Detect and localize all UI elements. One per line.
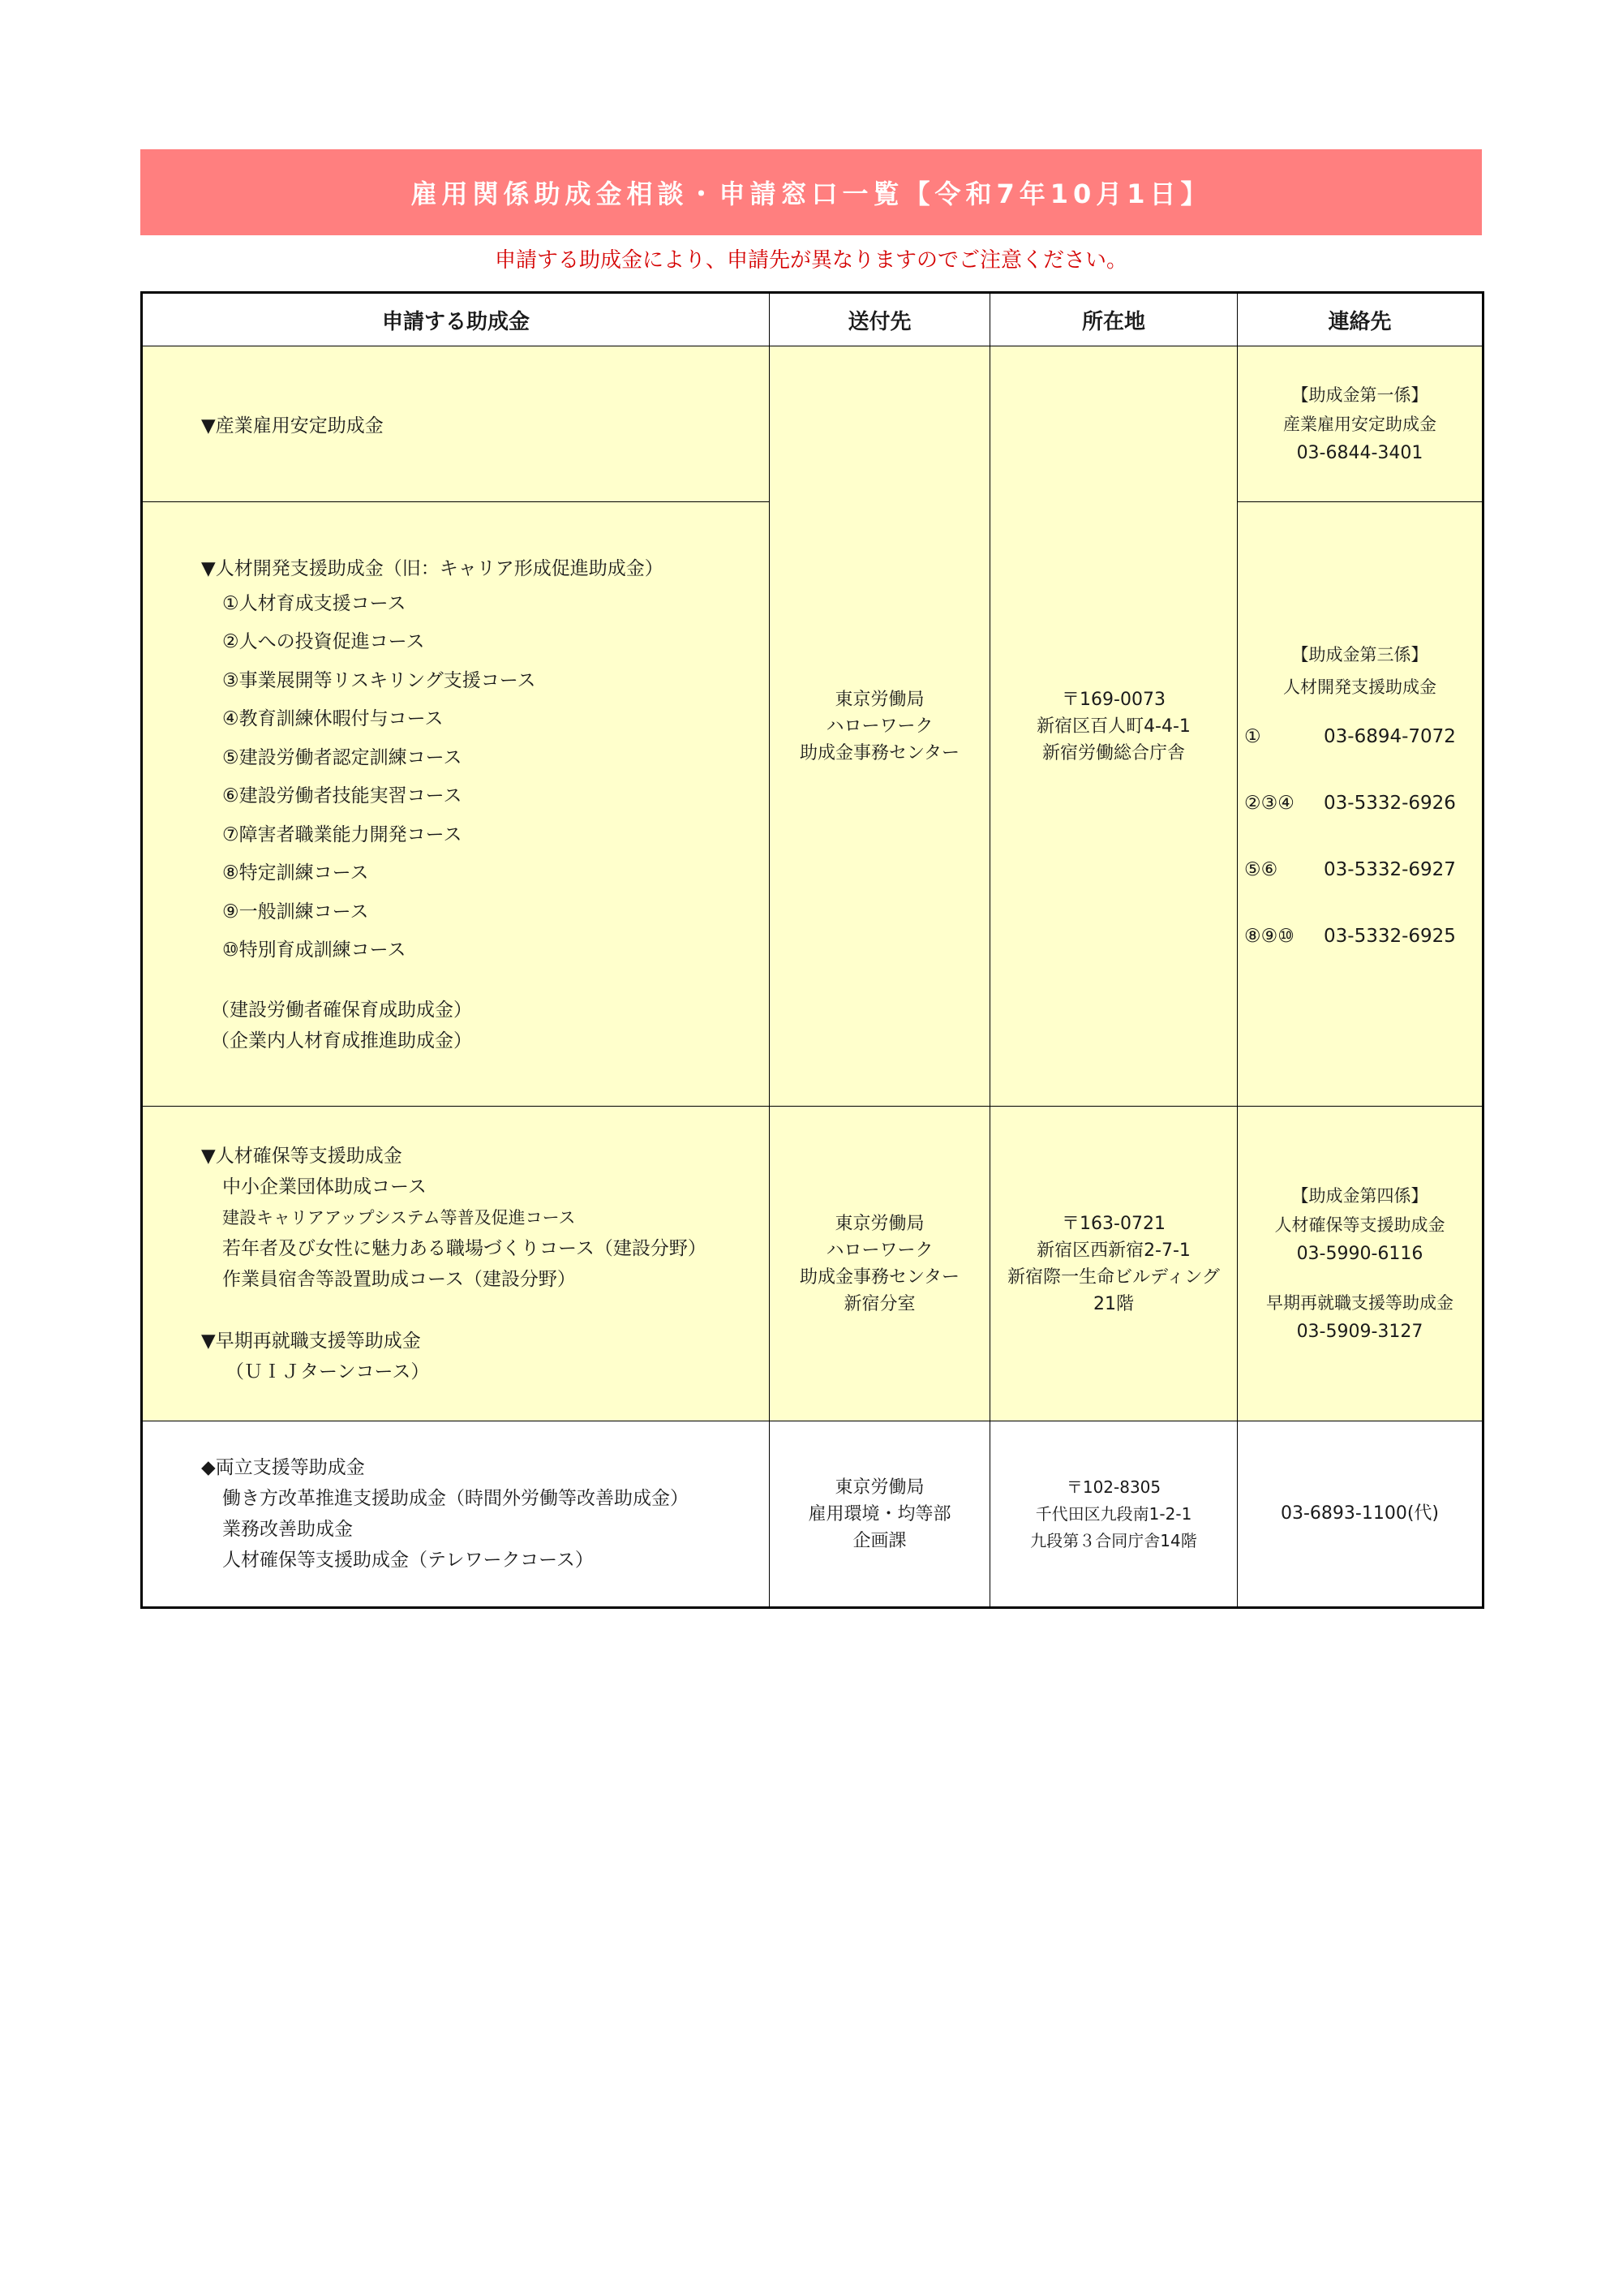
header-contact: 連絡先: [1238, 293, 1483, 346]
contact-cell: [1238, 346, 1483, 502]
address-line: 新宿労働総合庁舎: [1041, 742, 1185, 763]
course-item: ②人への投資促進コース: [222, 631, 425, 652]
table-header-row: [142, 293, 1483, 346]
course-item: 働き方改革推進支援助成金（時間外労働等改善助成金）: [222, 1488, 689, 1509]
destination-cell: [770, 346, 990, 1107]
course-item: ⑧特定訓練コース: [222, 862, 369, 884]
contact-phone: 03-5990-6116: [1296, 1243, 1423, 1264]
contact-phone: 03-6844-3401: [1296, 442, 1423, 463]
subsidy-heading: ▼人材確保等支援助成金: [201, 1145, 402, 1167]
subsidy-heading: ▼産業雇用安定助成金: [201, 415, 384, 436]
address-line: 千代田区九段南1-2-1: [1035, 1503, 1192, 1524]
course-item: ①人材育成支援コース: [222, 592, 406, 614]
contact-phone: 03-5332-6926: [1324, 793, 1456, 814]
contact-table: [140, 291, 1484, 1609]
table-row: [142, 346, 1483, 502]
subsidy-heading: ▼人材開発支援助成金（旧：キャリア形成促進助成金）: [201, 557, 663, 579]
subsidy-cell: [142, 502, 770, 1107]
address-line: 新宿区西新宿2-7-1: [1037, 1240, 1191, 1261]
address-line: 九段第３合同庁舎14階: [1030, 1530, 1197, 1550]
subsidy-heading: ▼早期再就職支援等助成金: [201, 1330, 421, 1352]
header-subsidy: 申請する助成金: [142, 293, 770, 346]
course-item: 作業員宿舎等設置助成コース（建設分野）: [222, 1268, 576, 1290]
contact-number-row: [1238, 703, 1482, 770]
address-line: 〒163-0721: [1062, 1213, 1166, 1234]
contact-courses: ⑧⑨⑩: [1244, 926, 1295, 947]
course-item: ⑤建設労働者認定訓練コース: [222, 746, 462, 768]
contact-cell: [1238, 502, 1483, 1107]
table-row: [142, 1107, 1483, 1421]
contact-line: 早期再就職支援等助成金: [1266, 1292, 1453, 1313]
destination-line: 東京労働局: [835, 689, 925, 710]
contact-line: 【助成金第一係】: [1291, 385, 1428, 405]
destination-line: 助成金事務センター: [799, 742, 960, 763]
contact-number-row: [1238, 903, 1482, 970]
address-cell: [990, 346, 1238, 1107]
contact-phone: 03-5332-6927: [1324, 859, 1456, 880]
course-item: 人材確保等支援助成金（テレワークコース）: [222, 1550, 594, 1571]
destination-line: 東京労働局: [835, 1477, 925, 1498]
address-line: 〒102-8305: [1066, 1477, 1161, 1497]
destination-line: 企画課: [852, 1530, 907, 1551]
header-destination: 送付先: [770, 293, 990, 346]
destination-line: 助成金事務センター: [799, 1266, 960, 1288]
course-item: ④教育訓練休暇付与コース: [222, 708, 444, 729]
course-item: ⑨一般訓練コース: [222, 901, 369, 922]
course-item: 若年者及び女性に魅力ある職場づくりコース（建設分野）: [222, 1237, 706, 1259]
contact-number-row: [1238, 836, 1482, 903]
page-title: 雇用関係助成金相談・申請窓口一覧【令和7年10月1日】: [140, 149, 1482, 235]
address-line: 新宿区百人町4-4-1: [1037, 716, 1191, 737]
contact-cell: [1238, 1107, 1483, 1421]
contact-phone: 03-6893-1100(代): [1280, 1503, 1439, 1524]
destination-line: 新宿分室: [844, 1293, 916, 1314]
contact-phone: 03-6894-7072: [1324, 726, 1456, 747]
destination-line: ハローワーク: [826, 716, 934, 737]
contact-courses: ①: [1244, 726, 1261, 747]
address-line: 21階: [1093, 1293, 1134, 1314]
course-item: （企業内人材育成推進助成金）: [211, 1030, 472, 1051]
contact-line: 人材開発支援助成金: [1283, 677, 1436, 697]
address-cell: [990, 1421, 1238, 1608]
course-item: ⑦障害者職業能力開発コース: [222, 823, 462, 845]
address-line: 新宿際一生命ビルディング: [1007, 1266, 1220, 1288]
header-address: 所在地: [990, 293, 1238, 346]
course-item: 業務改善助成金: [222, 1519, 353, 1540]
contact-cell: [1238, 1421, 1483, 1608]
course-item: ⑩特別育成訓練コース: [222, 939, 406, 961]
destination-line: ハローワーク: [826, 1240, 934, 1261]
notice-text: 申請する助成金により、申請先が異なりますのでご注意ください。: [494, 248, 1127, 273]
course-item: ⑥建設労働者技能実習コース: [222, 785, 462, 806]
subsidy-cell: [142, 346, 770, 502]
contact-line: 【助成金第三係】: [1291, 645, 1428, 664]
contact-courses: ⑤⑥: [1244, 859, 1278, 880]
contact-phone: 03-5909-3127: [1296, 1321, 1423, 1342]
subsidy-cell: [142, 1421, 770, 1608]
address-line: 〒169-0073: [1062, 689, 1166, 710]
contact-phone: 03-5332-6925: [1324, 926, 1456, 947]
contact-courses: ②③④: [1244, 793, 1295, 814]
subsidy-cell: [142, 1107, 770, 1421]
table-row: [142, 1421, 1483, 1608]
destination-cell: [770, 1421, 990, 1608]
course-item: 建設キャリアアップシステム等普及促進コース: [222, 1207, 576, 1228]
contact-line: 産業雇用安定助成金: [1283, 414, 1436, 434]
contact-line: 【助成金第四係】: [1291, 1185, 1428, 1206]
course-item: 中小企業団体助成コース: [222, 1176, 427, 1197]
destination-cell: [770, 1107, 990, 1421]
contact-line: 人材確保等支援助成金: [1274, 1215, 1445, 1235]
destination-line: 雇用環境・均等部: [808, 1503, 951, 1524]
course-item: （ＵＩＪターンコース）: [225, 1361, 430, 1382]
destination-line: 東京労働局: [835, 1213, 925, 1234]
address-cell: [990, 1107, 1238, 1421]
contact-number-row: [1238, 770, 1482, 836]
course-item: （建設労働者確保育成助成金）: [211, 999, 472, 1021]
subsidy-heading: ◆両立支援等助成金: [201, 1457, 365, 1478]
course-item: ③事業展開等リスキリング支援コース: [222, 669, 536, 691]
